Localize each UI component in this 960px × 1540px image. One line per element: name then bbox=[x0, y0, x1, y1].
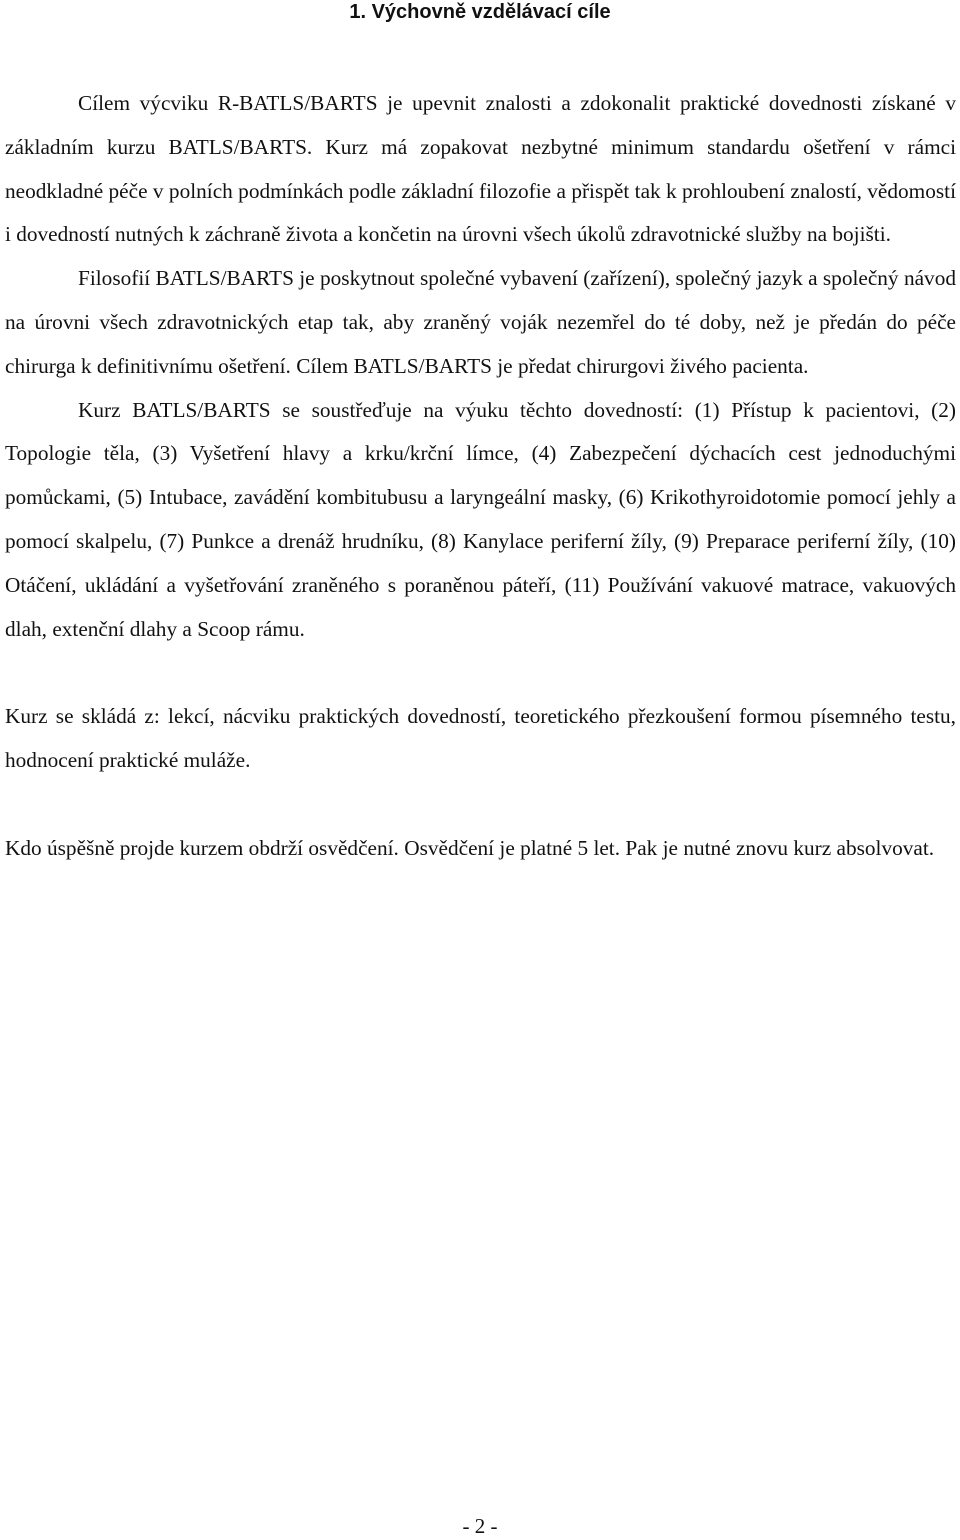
paragraph-skills: Kurz BATLS/BARTS se soustřeďuje na výuku těchto dovedností: (1) Přístup k pacientovi, (2) Topologie těla, (3) Vyšetření hlavy a krku/krční límce, (4) Zabezpečení dýchacích cest jednoduchými pomůckami, (5) Intubace, zavádění kombitubusu a laryngeální masky, (6) Krikothyroidotomie pomocí jehly a pomocí skalpelu, (7) Punkce a drenáž hrudníku, (8) Kanylace periferní žíly, (9) Preparace periferní žíly, (10) Otáčení, ukládání a vyšetřování zraněného s poraněnou páteří, (11) Používání vakuové matrace, vakuových dlah, extenční dlahy a Scoop rámu. bbox=[5, 397, 956, 641]
paragraph-goals: Cílem výcviku R-BATLS/BARTS je upevnit znalosti a zdokonalit praktické dovednosti získané v základním kurzu BATLS/BARTS. Kurz má zopakovat nezbytné minimum standardu ošetření v rámci neodkladné péče v polních podmínkách podle základní filozofie a přispět tak k prohloubení znalostí, vědomostí i dovedností nutných k záchraně života a končetin na úrovni všech úkolů zdravotnické služby na bojišti. bbox=[5, 91, 956, 247]
page-title: 1. Výchovně vzdělávací cíle bbox=[349, 1, 611, 23]
paragraph-certificate: Kdo úspěšně projde kurzem obdrží osvědčení. Osvědčení je platné 5 let. Pak je nutné znovu kurz absolvovat. bbox=[5, 835, 935, 860]
paragraph-philosophy: Filosofií BATLS/BARTS je poskytnout společné vybavení (zařízení), společný jazyk a společný návod na úrovni všech zdravotnických etap tak, aby zraněný voják nezemřel do té doby, než je předán do péče chirurga k definitivnímu ošetření. Cílem BATLS/BARTS je předat chirurgovi živého pacienta. bbox=[5, 266, 956, 378]
document-body bbox=[5, 82, 956, 871]
page-number: - 2 - bbox=[462, 1514, 498, 1538]
paragraph-course-structure: Kurz se skládá z: lekcí, nácviku praktických dovedností, teoretického přezkoušení formou písemného testu, hodnocení praktické mulážе. bbox=[5, 704, 956, 773]
